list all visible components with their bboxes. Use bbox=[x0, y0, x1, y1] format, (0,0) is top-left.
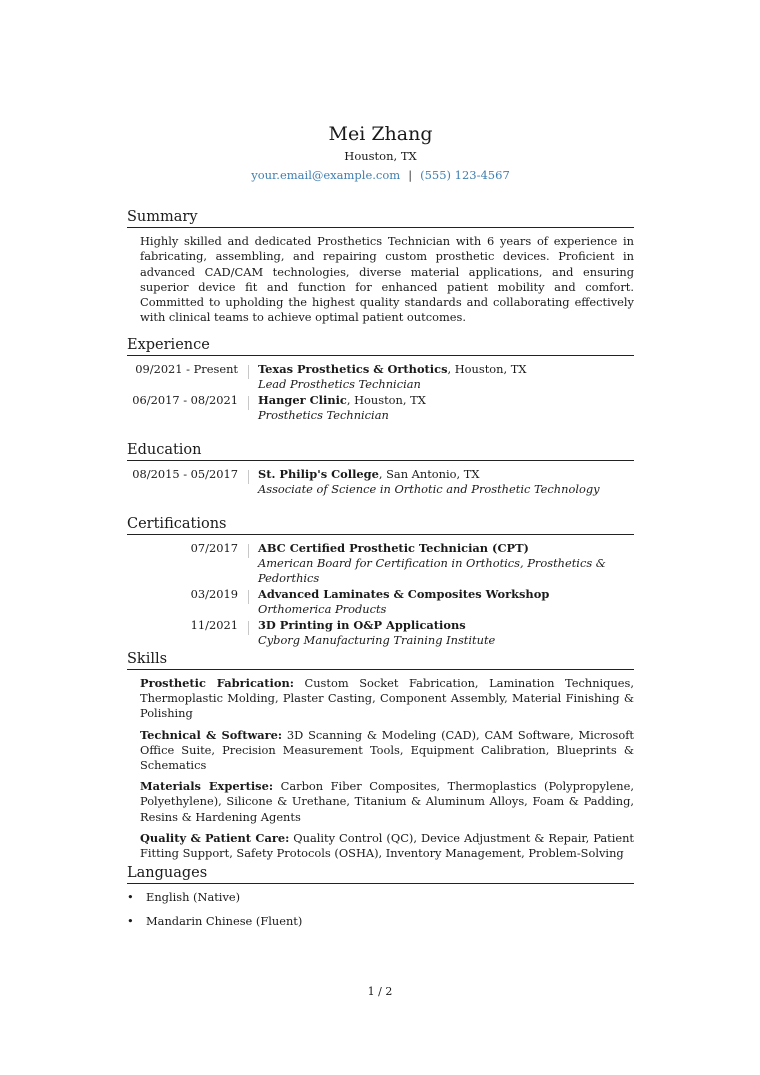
entry-body bbox=[258, 393, 634, 423]
certification-name: 3D Printing in O&P Applications bbox=[258, 618, 466, 632]
skill-text: 3D Scanning & Modeling (CAD), CAM Software, Microsoft Office Suite, Precision Measurement Tools, Equipment Calibration, Blueprints & Schematics bbox=[140, 727, 634, 773]
entry-location: , Houston, TX bbox=[447, 362, 527, 376]
entry-divider bbox=[248, 590, 249, 604]
phone-link[interactable]: (555) 123-4567 bbox=[420, 168, 510, 182]
candidate-location: Houston, TX bbox=[344, 149, 417, 163]
skill-label: Technical & Software: bbox=[140, 727, 283, 742]
entry-divider bbox=[248, 365, 249, 379]
certification-issuer: American Board for Certification in Orthotics, Prosthetics & Pedorthics bbox=[258, 556, 606, 585]
experience-heading: Experience bbox=[127, 336, 634, 356]
certifications-list bbox=[127, 541, 634, 648]
entry-date: 03/2019 bbox=[190, 587, 238, 601]
summary-text: Highly skilled and dedicated Prosthetics Technician with 6 years of experience in fabricating, assembling, and repairing custom prosthetic devices. Proficient in advanced CAD/CAM technologies, diverse material applications, and ensuring superior device fit and function for enhanced patient mobility and comfort. Committed to upholding the highest quality standards and collaborating effectively with clinical teams to achieve optimal patient outcomes. bbox=[140, 234, 634, 325]
education-heading: Education bbox=[127, 441, 634, 461]
entry-org: Hanger Clinic bbox=[258, 393, 347, 407]
skill-text: Custom Socket Fabrication, Lamination Techniques, Thermoplastic Molding, Plaster Casting, Component Assembly, Material Finishing & Polishing bbox=[140, 676, 635, 721]
skill-text: Quality Control (QC), Device Adjustment & Repair, Patient Fitting Support, Safety Protocols (OSHA), Inventory Management, Problem-Solving bbox=[140, 830, 635, 861]
languages-heading: Languages bbox=[127, 864, 634, 884]
entry-divider bbox=[248, 544, 249, 558]
certification-issuer: Orthomerica Products bbox=[258, 602, 387, 616]
entry-divider bbox=[248, 396, 249, 410]
language-item bbox=[127, 890, 634, 905]
certifications-section bbox=[127, 515, 634, 648]
entry-date: 08/2015 - 05/2017 bbox=[132, 467, 238, 481]
entry-date: 09/2021 - Present bbox=[135, 362, 238, 376]
contact-line bbox=[127, 167, 634, 183]
skills-heading: Skills bbox=[127, 650, 634, 670]
entry-org: St. Philip's College bbox=[258, 467, 379, 481]
entry-divider bbox=[248, 470, 249, 484]
language-text: English (Native) bbox=[146, 890, 241, 904]
candidate-name: Mei Zhang bbox=[328, 123, 433, 145]
certification-name: ABC Certified Prosthetic Technician (CPT) bbox=[258, 541, 529, 555]
resume-page bbox=[127, 120, 635, 928]
email-link[interactable]: your.email@example.com bbox=[251, 168, 401, 182]
experience-list bbox=[127, 362, 634, 423]
entry-body bbox=[258, 587, 634, 617]
experience-section bbox=[127, 336, 634, 423]
certification-entry bbox=[127, 587, 634, 617]
entry-date: 06/2017 - 08/2021 bbox=[132, 393, 238, 407]
experience-entry bbox=[127, 393, 634, 423]
languages-list bbox=[127, 890, 634, 929]
education-list bbox=[127, 467, 634, 497]
entry-body bbox=[258, 467, 634, 497]
certifications-heading: Certifications bbox=[127, 515, 634, 535]
language-item bbox=[127, 914, 634, 929]
education-entry bbox=[127, 467, 634, 497]
contact-separator: | bbox=[408, 168, 413, 182]
skill-label: Prosthetic Fabrication: bbox=[140, 676, 294, 690]
skill-group bbox=[140, 779, 634, 825]
entry-body bbox=[258, 618, 634, 648]
entry-divider bbox=[248, 621, 249, 635]
entry-date: 07/2017 bbox=[190, 541, 238, 555]
page-number: 1 / 2 bbox=[367, 985, 393, 998]
entry-body bbox=[258, 362, 634, 392]
entry-org: Texas Prosthetics & Orthotics bbox=[258, 362, 448, 376]
skill-group bbox=[140, 676, 634, 722]
entry-location: , San Antonio, TX bbox=[378, 467, 480, 481]
summary-section bbox=[127, 208, 634, 326]
certification-issuer: Cyborg Manufacturing Training Institute bbox=[258, 633, 496, 647]
language-text: Mandarin Chinese (Fluent) bbox=[146, 914, 303, 928]
education-section bbox=[127, 441, 634, 497]
skill-group bbox=[140, 728, 634, 774]
certification-name: Advanced Laminates & Composites Workshop bbox=[258, 587, 550, 601]
certification-entry bbox=[127, 618, 634, 648]
entry-date: 11/2021 bbox=[190, 618, 238, 632]
resume-header bbox=[127, 122, 634, 183]
languages-section bbox=[127, 864, 634, 938]
bullet-icon: • bbox=[127, 914, 134, 928]
bullet-icon: • bbox=[127, 890, 134, 904]
entry-role: Prosthetics Technician bbox=[258, 408, 389, 422]
skill-group bbox=[140, 831, 634, 861]
certification-entry bbox=[127, 541, 634, 586]
experience-entry bbox=[127, 362, 634, 392]
entry-body bbox=[258, 541, 634, 586]
skills-section bbox=[127, 650, 634, 861]
entry-role: Lead Prosthetics Technician bbox=[258, 377, 421, 391]
skill-text: Carbon Fiber Composites, Thermoplastics (Polypropylene, Polyethylene), Silicone & Urethane, Titanium & Aluminum Alloys, Foam & Padding, Resins & Hardening Agents bbox=[140, 779, 635, 824]
summary-heading: Summary bbox=[127, 208, 634, 228]
entry-location: , Houston, TX bbox=[346, 393, 426, 407]
skill-label: Quality & Patient Care: bbox=[140, 830, 290, 845]
skill-label: Materials Expertise: bbox=[140, 779, 274, 794]
entry-degree: Associate of Science in Orthotic and Prosthetic Technology bbox=[258, 482, 600, 496]
